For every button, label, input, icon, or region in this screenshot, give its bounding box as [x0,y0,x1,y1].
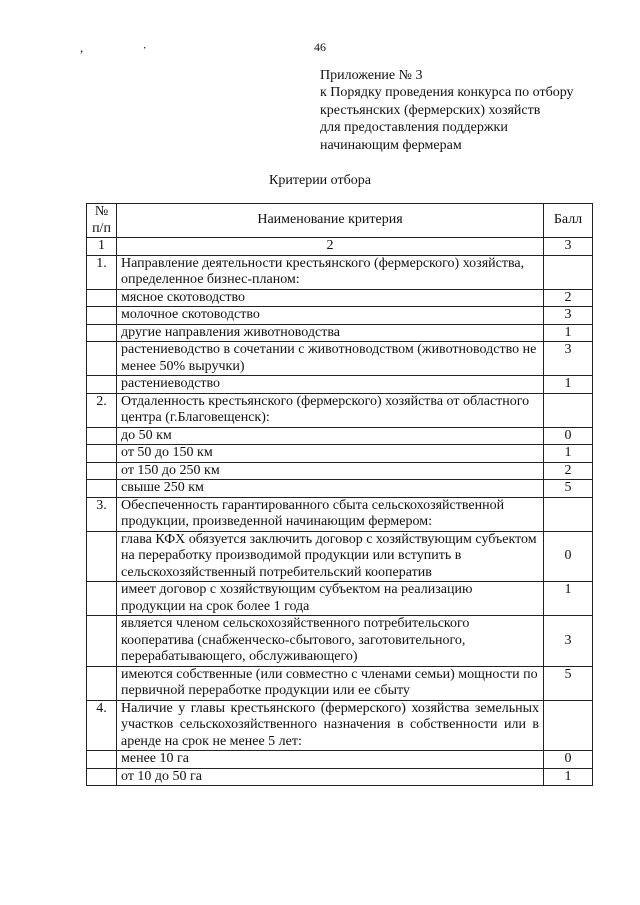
section-score [544,393,593,427]
table-header-row [87,204,593,238]
criterion-score: 0 [544,427,593,445]
criterion-label: от 150 до 250 км [117,462,544,480]
appendix-line: Приложение № 3 [320,68,423,83]
criterion-label: имеет договор с хозяйствующим субъектом на реализацию продукции на срок более 1 года [117,582,544,616]
section-row [87,700,593,751]
section-row [87,255,593,289]
criterion-score: 1 [544,768,593,786]
criterion-label: растениеводство в сочетании с животноводством (животноводство не менее 50% выручки) [117,342,544,376]
criterion-score: 0 [544,531,593,582]
criteria-table [86,203,593,786]
criterion-score: 5 [544,666,593,700]
section-title: Направление деятельности крестьянского (фермерского) хозяйства, определенное бизнес-планом: [117,255,544,289]
criterion-label: до 50 км [117,427,544,445]
header-num: № п/п [87,204,117,238]
criterion-label: глава КФХ обязуется заключить договор с хозяйствующим субъектом на переработку производимой продукции или вступить в сельскохозяйственный потребительский кооператив [117,531,544,582]
section-num: 2. [87,393,117,427]
table-row [87,445,593,463]
appendix-line: крестьянских (фермерских) хозяйств [320,102,541,118]
criterion-label: от 50 до 150 км [117,445,544,463]
table-row [87,289,593,307]
criterion-label: мясное скотоводство [117,289,544,307]
table-row [87,531,593,582]
table-row [87,307,593,325]
criterion-score: 3 [544,307,593,325]
section-num: 3. [87,497,117,531]
page-number: 46 [314,40,326,54]
criterion-score: 1 [544,376,593,394]
table-row [87,462,593,480]
criterion-score: 1 [544,445,593,463]
table-row [87,616,593,667]
section-row [87,393,593,427]
criterion-score: 5 [544,480,593,498]
header-name: Наименование критерия [117,204,544,238]
table-row [87,342,593,376]
scan-marks: , · [80,40,175,55]
section-row [87,497,593,531]
criterion-label: является членом сельскохозяйственного потребительского кооператива (снабженческо-сбытового, заготовительного, перерабатывающего, обслуживающего) [117,616,544,667]
criterion-label: менее 10 га [117,751,544,769]
table-row [87,666,593,700]
table-row [87,582,593,616]
table-row [87,324,593,342]
table-row [87,376,593,394]
column-index-row [87,238,593,256]
criterion-score: 2 [544,289,593,307]
appendix-line: начинающим фермерам [320,137,462,153]
criterion-score: 1 [544,324,593,342]
table-row [87,768,593,786]
section-title: Отдаленность крестьянского (фермерского) хозяйства от областного центра (г.Благовещенск): [117,393,544,427]
appendix-heading [320,67,574,154]
table-row [87,480,593,498]
index-score: 3 [544,238,593,256]
appendix-line: для предоставления поддержки [320,120,508,136]
index-num: 1 [87,238,117,256]
index-name: 2 [117,238,544,256]
criteria-title: Критерии отбора [269,173,371,188]
header-score: Балл [544,204,593,238]
section-score [544,700,593,751]
appendix-line: к Порядку проведения конкурса по отбору [320,85,574,101]
criterion-label: молочное скотоводство [117,307,544,325]
criterion-label: другие направления животноводства [117,324,544,342]
section-title: Наличие у главы крестьянского (фермерского) хозяйства земельных участков сельскохозяйственного назначения в собственности или в аренде на срок не менее 5 лет: [117,700,544,751]
section-num: 1. [87,255,117,289]
section-score [544,255,593,289]
criterion-label: имеются собственные (или совместно с членами семьи) мощности по первичной переработке продукции или ее сбыту [117,666,544,700]
criterion-label: растениеводство [117,376,544,394]
criterion-score: 2 [544,462,593,480]
section-num: 4. [87,700,117,751]
criterion-label: свыше 250 км [117,480,544,498]
section-title: Обеспеченность гарантированного сбыта сельскохозяйственной продукции, произведенной начинающим фермером: [117,497,544,531]
criterion-score: 3 [544,342,593,376]
table-row [87,751,593,769]
criterion-score: 0 [544,751,593,769]
criterion-label: от 10 до 50 га [117,768,544,786]
criterion-score: 3 [544,616,593,667]
table-row [87,427,593,445]
criterion-score: 1 [544,582,593,616]
section-score [544,497,593,531]
